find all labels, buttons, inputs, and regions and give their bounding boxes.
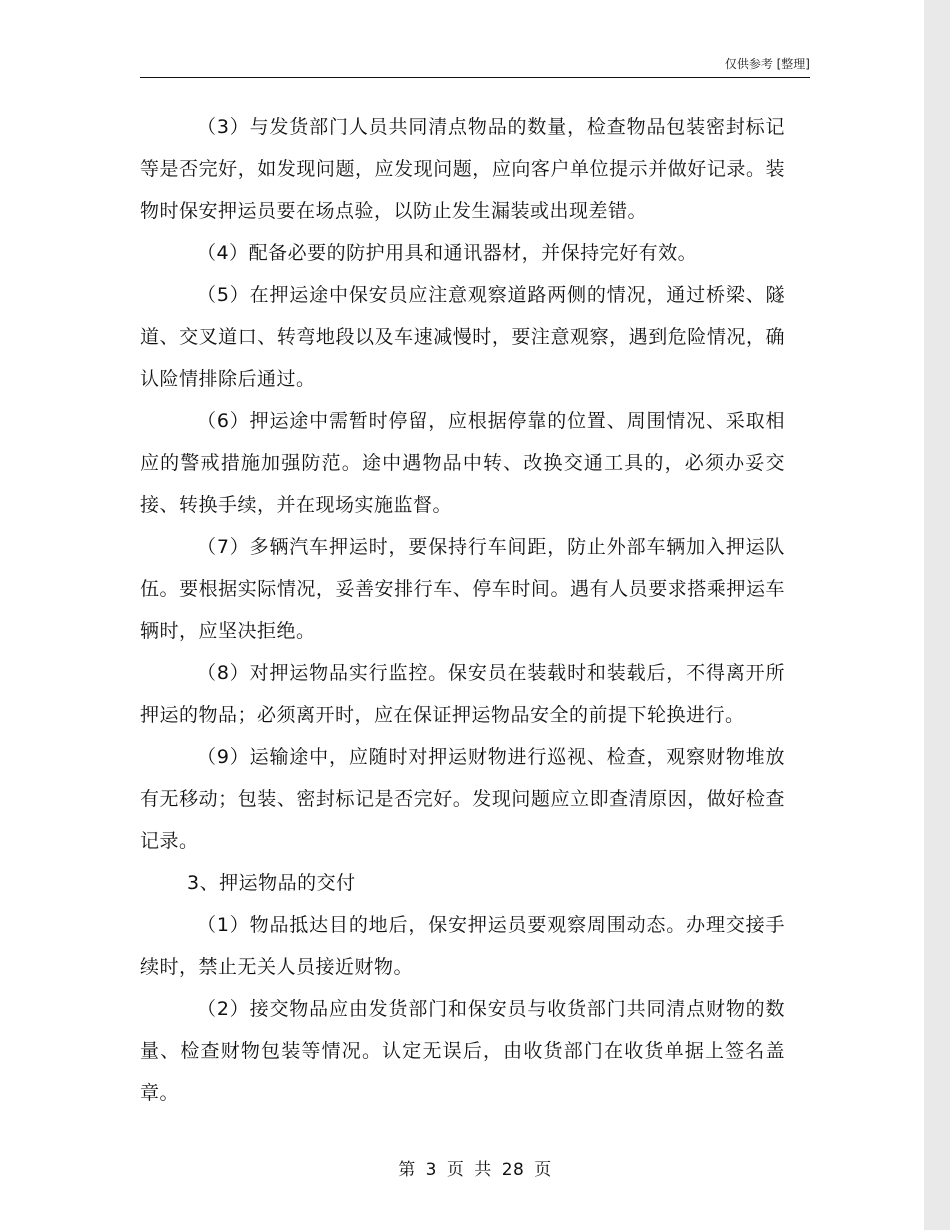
paragraph-item-7: （7）多辆汽车押运时，要保持行车间距，防止外部车辆加入押运队伍。要根据实际情况，妥善安排行车、停车时间。遇有人员要求搭乘押运车辆时，应坚决拒绝。 xyxy=(140,536,785,642)
page-margin-strip xyxy=(924,0,950,1230)
footer-page-word: 页 xyxy=(446,1160,465,1180)
footer-total-word: 共 xyxy=(474,1160,492,1180)
paragraph-item-9: （9）运输途中，应随时对押运财物进行巡视、检查，观察财物堆放有无移动；包装、密封标记是否完好。发现问题应立即查清原因，做好检查记录。 xyxy=(140,746,785,852)
header-divider xyxy=(140,77,810,78)
footer-prefix: 第 xyxy=(398,1160,416,1180)
footer-suffix: 页 xyxy=(534,1160,552,1180)
page-footer xyxy=(0,1155,950,1180)
paragraph-item-5: （5）在押运途中保安员应注意观察道路两侧的情况，通过桥梁、隧道、交叉道口、转弯地段以及车速减慢时，要注意观察，遇到危险情况，确认险情排除后通过。 xyxy=(140,284,785,390)
total-page-number: 28 xyxy=(501,1160,525,1180)
paragraph-item-4: （4）配备必要的防护用具和通讯器材，并保持完好有效。 xyxy=(197,242,698,264)
body-content xyxy=(140,106,785,1114)
paragraph-item-8: （8）对押运物品实行监控。保安员在装载时和装载后，不得离开所押运的物品；必须离开时，应在保证押运物品安全的前提下轮换进行。 xyxy=(140,662,785,726)
paragraph-delivery-1: （1）物品抵达目的地后，保安押运员要观察周围动态。办理交接手续时，禁止无关人员接近财物。 xyxy=(140,914,785,978)
paragraph-delivery-2: （2）接交物品应由发货部门和保安员与收货部门共同清点财物的数量、检查财物包装等情况。认定无误后，由收货部门在收货单据上签名盖章。 xyxy=(140,998,785,1104)
page-header: 仅供参考 [整理] xyxy=(724,57,810,71)
paragraph-item-6: （6）押运途中需暂时停留，应根据停靠的位置、周围情况、采取相应的警戒措施加强防范。途中遇物品中转、改换交通工具的，必须办妥交接、转换手续，并在现场实施监督。 xyxy=(140,410,785,516)
section-heading: 3、押运物品的交付 xyxy=(187,872,356,894)
paragraph-item-3: （3）与发货部门人员共同清点物品的数量，检查物品包装密封标记等是否完好，如发现问题，应发现问题，应向客户单位提示并做好记录。装物时保安押运员要在场点验，以防止发生漏装或出现差错。 xyxy=(140,116,785,222)
current-page-number: 3 xyxy=(425,1160,437,1180)
